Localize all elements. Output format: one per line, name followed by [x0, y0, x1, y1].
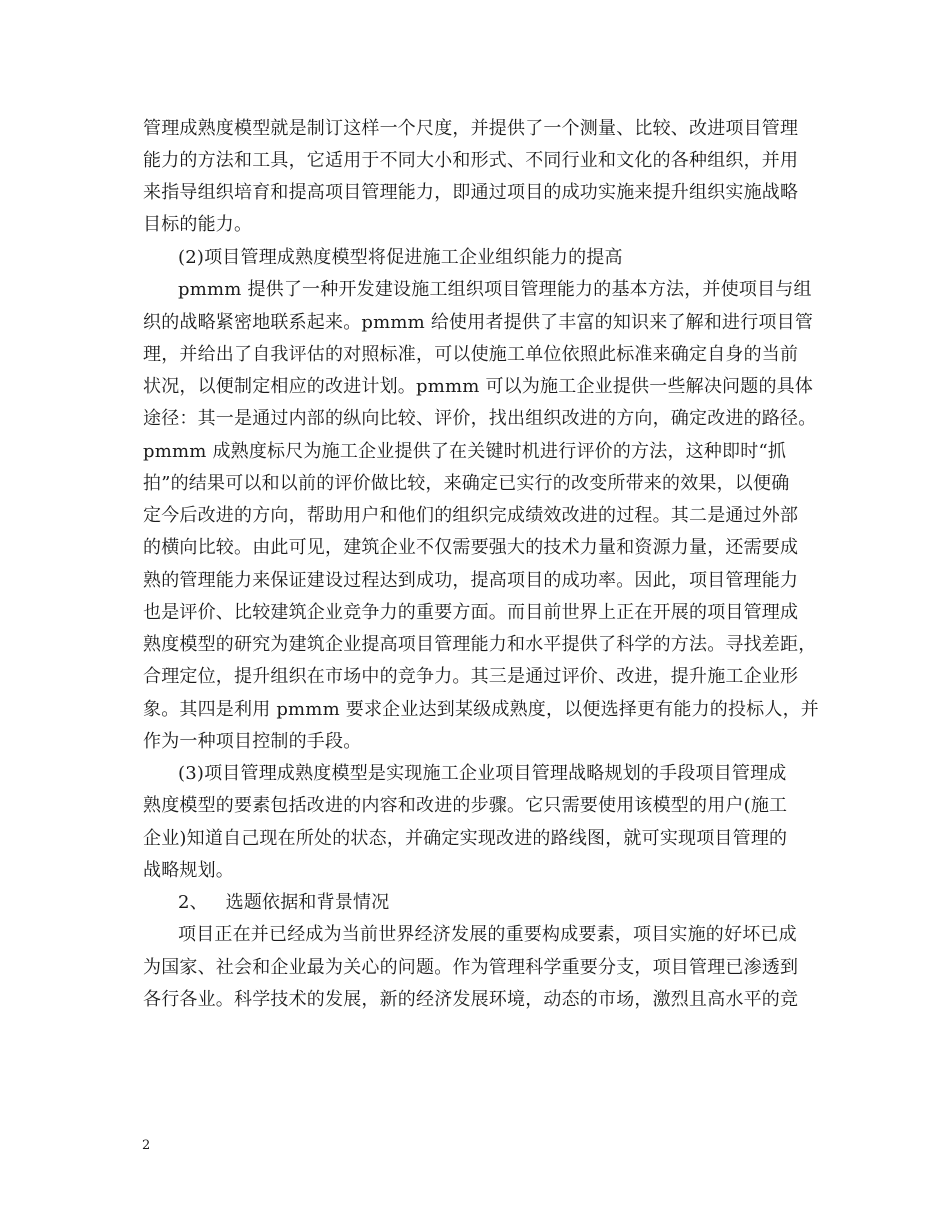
text-line: 企业)知道自己现在所处的状态，并确定实现改进的路线图，就可实现项目管理的: [143, 828, 788, 849]
section-heading: (2)项目管理成熟度模型将促进施工企业组织能力的提高: [178, 247, 623, 268]
text-line: 管理成熟度模型就是制订这样一个尺度，并提供了一个测量、比较、改进项目管理: [143, 118, 799, 139]
section-heading: 2、 选题依据和背景情况: [178, 892, 390, 913]
text-line: 合理定位，提升组织在市场中的竞争力。其三是通过评价、改进，提升施工企业形: [143, 666, 799, 687]
text-line: 象。其四是利用 pmmm 要求企业达到某级成熟度，以便选择更有能力的投标人，并: [143, 699, 819, 720]
text-line: 熟度模型的研究为建筑企业提高项目管理能力和水平提供了科学的方法。寻找差距，: [143, 634, 817, 655]
text-line: 状况，以便制定相应的改进计划。pmmm 可以为施工企业提供一些解决问题的具体: [143, 376, 814, 397]
text-line: 拍”的结果可以和以前的评价做比较，来确定已实行的改变所带来的效果，以便确: [143, 473, 790, 494]
text-line: 的横向比较。由此可见，建筑企业不仅需要强大的技术力量和资源力量，还需要成: [143, 537, 799, 558]
text-line: 来指导组织培育和提高项目管理能力，即通过项目的成功实施来提升组织实施战略: [143, 182, 799, 203]
text-line: 各行各业。科学技术的发展，新的经济发展环境，动态的市场，激烈且高水平的竞: [143, 989, 799, 1010]
text-line: 作为一种项目控制的手段。: [143, 731, 362, 752]
text-line: 定今后改进的方向，帮助用户和他们的组织完成绩效改进的过程。其二是通过外部: [143, 505, 799, 526]
text-line: 战略规划。: [143, 860, 234, 881]
text-line: 能力的方法和工具，它适用于不同大小和形式、不同行业和文化的各种组织，并用: [143, 150, 799, 171]
text-line: 也是评价、比较建筑企业竞争力的重要方面。而目前世界上正在开展的项目管理成: [143, 602, 799, 623]
page-number: 2: [142, 1138, 151, 1153]
text-line: 理，并给出了自我评估的对照标准，可以使施工单位依照此标准来确定自身的当前: [143, 344, 799, 365]
paragraph-first-line: pmmm 提供了一种开发建设施工组织项目管理能力的基本方法，并使项目与组: [178, 279, 812, 300]
text-line: 熟的管理能力来保证建设过程达到成功，提高项目的成功率。因此，项目管理能力: [143, 570, 799, 591]
text-line: 为国家、社会和企业最为关心的问题。作为管理科学重要分支，项目管理已渗透到: [143, 957, 799, 978]
text-line: 织的战略紧密地联系起来。pmmm 给使用者提供了丰富的知识来了解和进行项目管: [143, 312, 814, 333]
text-line: pmmm 成熟度标尺为施工企业提供了在关键时机进行评价的方法，这种即时“抓: [143, 441, 787, 462]
text-line: 目标的能力。: [143, 214, 253, 235]
section-heading: (3)项目管理成熟度模型是实现施工企业项目管理战略规划的手段项目管理成: [178, 763, 787, 784]
text-line: 途径：其一是通过内部的纵向比较、评价，找出组织改进的方向，确定改进的路径。: [143, 408, 817, 429]
paragraph-first-line: 项目正在并已经成为当前世界经济发展的重要构成要素，项目实施的好坏已成: [178, 924, 797, 945]
text-line: 熟度模型的要素包括改进的内容和改进的步骤。它只需要使用该模型的用户(施工: [143, 795, 788, 816]
